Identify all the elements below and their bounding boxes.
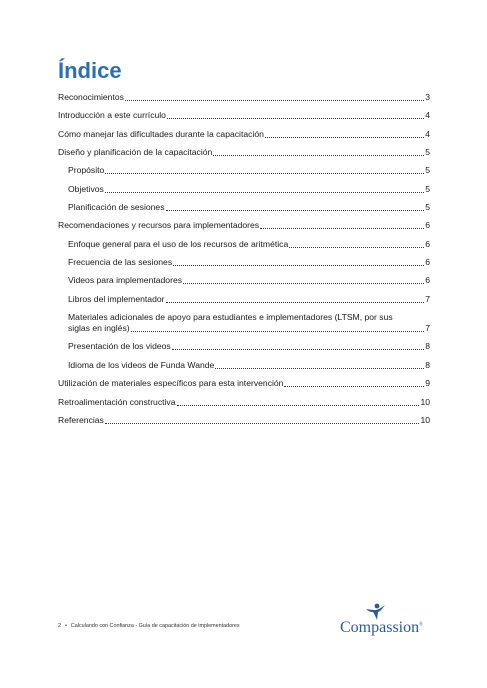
toc-entry-leader-dots xyxy=(289,247,424,248)
toc-entry-leader-dots xyxy=(105,173,424,174)
logo-text xyxy=(340,619,423,637)
toc-entry-page: 6 xyxy=(425,220,430,231)
footer-page-number: 2 xyxy=(58,623,61,629)
toc-entry-label: Recomendaciones y recursos para implementadores xyxy=(58,220,260,231)
toc-entry[interactable] xyxy=(58,378,430,389)
toc-entry-label: Presentación de los videos xyxy=(68,341,171,352)
toc-entry-page: 8 xyxy=(425,359,430,370)
toc-entry-page: 3 xyxy=(425,92,430,102)
toc-entry-leader-dots xyxy=(166,302,425,303)
toc-entry-page: 6 xyxy=(425,238,430,249)
toc-entry[interactable] xyxy=(58,202,430,213)
toc-entry-label: Libros del implementador xyxy=(68,293,165,304)
toc-entry[interactable] xyxy=(58,397,430,408)
toc-entry-leader-dots xyxy=(215,368,424,369)
toc-entry-page: 4 xyxy=(425,110,430,121)
toc-entry-page: 6 xyxy=(425,275,430,286)
toc-entry-label: Diseño y planificación de la capacitación xyxy=(58,147,213,158)
toc-entry-label: Materiales adicionales de apoyo para estudiantes e implementadores (LTSM, por sus xyxy=(68,312,393,323)
toc-entry-label: Planificación de sesiones xyxy=(68,202,165,213)
toc-entry[interactable] xyxy=(58,294,430,305)
toc-entry[interactable] xyxy=(58,415,430,426)
toc-entry-leader-dots xyxy=(172,349,425,350)
toc-entry-leader-dots xyxy=(260,228,424,229)
toc-entry-label: Idioma de los videos de Funda Wande xyxy=(68,359,215,370)
logo-wordmark: Compassion xyxy=(340,619,420,636)
toc-entry-leader-dots xyxy=(131,331,425,332)
toc-entry-label: Propósito xyxy=(68,165,105,176)
toc-entry[interactable] xyxy=(58,341,430,352)
toc-entry-label: Videos para implementadores xyxy=(68,275,183,286)
toc-entry[interactable] xyxy=(58,275,430,286)
toc-entry-page: 5 xyxy=(425,165,430,176)
compassion-logo xyxy=(340,603,432,643)
toc-entry[interactable] xyxy=(58,129,430,140)
toc-entry-page: 4 xyxy=(425,128,430,139)
toc-entry-page: 10 xyxy=(420,396,430,407)
toc-entry-leader-dots xyxy=(213,155,424,156)
toc-entry-leader-dots xyxy=(105,192,424,193)
toc-entry-label: Reconocimientos xyxy=(58,92,124,102)
toc-entry-label: Objetivos xyxy=(68,183,104,194)
toc-entry[interactable] xyxy=(58,312,430,334)
toc-entry-label: Utilización de materiales específicos para esta intervención xyxy=(58,378,284,389)
footer-text: Calculando con Confianza - Guía de capacitación de implementadores xyxy=(70,623,240,629)
toc-entry-leader-dots xyxy=(265,137,424,138)
toc-entry-label-continued: siglas en inglés) xyxy=(68,323,130,334)
toc-entry-label: Cómo manejar las dificultades durante la capacitación xyxy=(58,128,264,139)
table-of-contents xyxy=(58,92,430,433)
toc-entry-page: 5 xyxy=(425,202,430,213)
toc-entry[interactable] xyxy=(58,165,430,176)
toc-entry-label: Retroalimentación constructiva xyxy=(58,396,176,407)
page-title: Índice xyxy=(58,58,122,83)
toc-entry-label: Enfoque general para el uso de los recursos de aritmética xyxy=(68,238,289,249)
toc-entry-page: 5 xyxy=(425,147,430,158)
toc-entry-page: 7 xyxy=(425,293,430,304)
toc-entry[interactable] xyxy=(58,239,430,250)
toc-entry[interactable] xyxy=(58,184,430,195)
toc-entry-page: 5 xyxy=(425,183,430,194)
toc-entry[interactable] xyxy=(58,220,430,231)
footer xyxy=(58,623,240,629)
footer-bullet: • xyxy=(65,623,67,629)
toc-entry-page: 9 xyxy=(425,378,430,389)
toc-entry-leader-dots xyxy=(166,210,425,211)
toc-entry-leader-dots xyxy=(173,265,424,266)
toc-entry[interactable] xyxy=(58,92,430,103)
toc-entry-label: Introducción a este currículo xyxy=(58,110,166,121)
toc-entry[interactable] xyxy=(58,147,430,158)
logo-registered-mark: ® xyxy=(419,622,423,628)
toc-entry[interactable] xyxy=(58,110,430,121)
toc-entry-leader-dots xyxy=(125,100,424,101)
toc-entry-leader-dots xyxy=(177,405,420,406)
toc-entry-continuation xyxy=(68,323,430,334)
toc-entry-page: 8 xyxy=(425,341,430,352)
toc-entry-label: Frecuencia de las sesiones xyxy=(68,257,173,268)
toc-entry-leader-dots xyxy=(167,118,424,119)
toc-entry-leader-dots xyxy=(105,423,420,424)
toc-entry-page: 10 xyxy=(420,414,430,425)
toc-entry-leader-dots xyxy=(284,386,424,387)
toc-entry-leader-dots xyxy=(183,283,424,284)
toc-entry[interactable] xyxy=(58,257,430,268)
toc-entry-page: 7 xyxy=(425,323,430,334)
toc-entry-label: Referencias xyxy=(58,414,104,425)
toc-entry-page: 6 xyxy=(425,257,430,268)
toc-entry[interactable] xyxy=(58,360,430,371)
